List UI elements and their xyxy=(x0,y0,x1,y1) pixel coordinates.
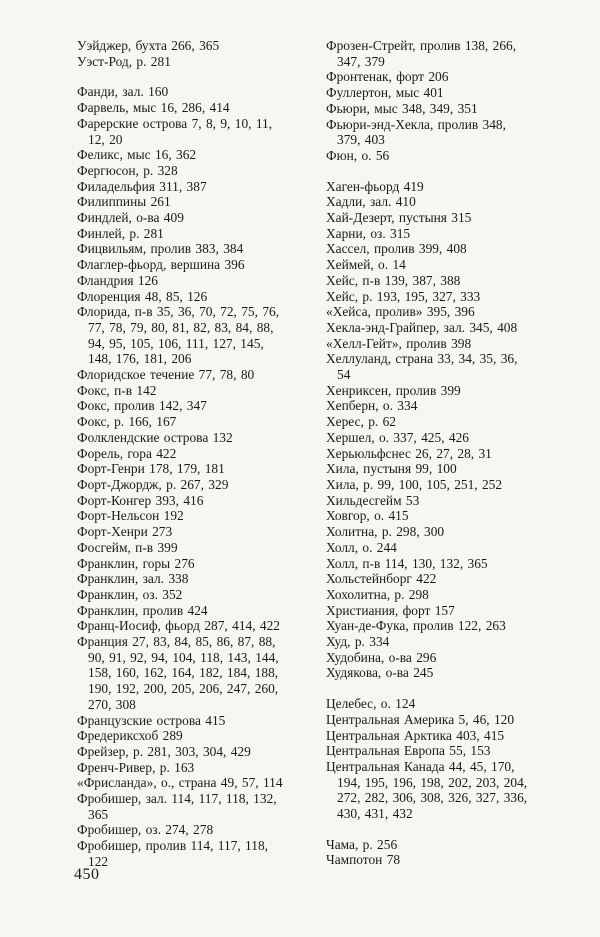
index-entry: Финлей, р. 281 xyxy=(77,225,164,241)
index-entry: Холл, о. 244 xyxy=(326,539,397,555)
index-entry: Фарерские острова 7, 8, 9, 10, 11, 12, 20 xyxy=(77,115,273,147)
index-entry: Фробишер, пролив 114, 117, 118, 122 xyxy=(77,838,268,869)
index-entry: Фробишер, оз. 274, 278 xyxy=(77,822,214,838)
section-gap xyxy=(77,69,289,84)
index-entry: Форт-Хенри 273 xyxy=(77,524,173,540)
index-entry: Фолклендские острова 132 xyxy=(77,429,233,445)
index-entry: Филиппины 261 xyxy=(77,194,171,210)
page-number: 450 xyxy=(74,866,100,883)
index-entry: Форт-Конгер 393, 416 xyxy=(77,492,204,508)
index-entry: Фрейзер, р. 281, 303, 304, 429 xyxy=(77,743,251,759)
index-entry: Хаген-фьорд 419 xyxy=(326,178,424,194)
index-entry: Франклин, пролив 424 xyxy=(77,602,208,618)
index-entry: Худ, р. 334 xyxy=(326,634,390,650)
index-entry: Финдлей, о-ва 409 xyxy=(77,210,184,226)
index-entry: Форт-Джордж, р. 267, 329 xyxy=(77,476,229,492)
index-entry: Центральная Америка 5, 46, 120 xyxy=(326,711,515,727)
index-entry: Франклин, оз. 352 xyxy=(77,586,183,602)
index-entry: Холл, п-в 114, 130, 132, 365 xyxy=(326,555,488,571)
index-entry: Фредериксхоб 289 xyxy=(77,728,183,744)
index-entry: Хохолитна, р. 298 xyxy=(326,586,429,602)
index-entry: Французские острова 415 xyxy=(77,712,226,728)
index-entry: Фробишер, зал. 114, 117, 118, 132, 365 xyxy=(77,791,277,822)
index-entry: Хекла-энд-Грайпер, зал. 345, 408 xyxy=(326,319,518,335)
index-entry: Флаглер-фьорд, вершина 396 xyxy=(77,257,245,273)
index-entry: Феликс, мыс 16, 362 xyxy=(77,147,197,163)
index-entry: Франклин, зал. 338 xyxy=(77,571,189,587)
index-entry: Фергюсон, р. 328 xyxy=(77,162,178,178)
index-entry: Хольстейнборг 422 xyxy=(326,571,437,587)
index-entry: Хуан-де-Фука, пролив 122, 263 xyxy=(326,618,506,634)
index-entry: Фрозен-Стрейт, пролив 138, 266, 347, 379 xyxy=(326,38,517,69)
index-entry: Френч-Ривер, р. 163 xyxy=(77,759,195,775)
index-entry: Хепберн, о. 334 xyxy=(326,398,418,414)
index-entry: Фосгейм, п-в 399 xyxy=(77,539,178,555)
index-entry: Фанди, зал. 160 xyxy=(77,84,169,100)
index-entry: Фьюри, мыс 348, 349, 351 xyxy=(326,100,478,116)
section-gap xyxy=(326,681,532,696)
index-entry: Хай-Дезерт, пустыня 315 xyxy=(326,210,472,226)
index-column-right xyxy=(326,38,532,868)
index-entry: Центральная Канада 44, 45, 170, 194, 195, 196, 198, 202, 203, 204, 272, 282, 306, 308, 326, 327, 336, 430, 431, 432 xyxy=(326,758,528,822)
index-entry: «Хейса, пролив» 395, 396 xyxy=(326,304,475,320)
index-entry: Флоридское течение 77, 78, 80 xyxy=(77,367,255,383)
index-entry: Фокс, пролив 142, 347 xyxy=(77,398,207,414)
index-entry: Хейс, п-в 139, 387, 388 xyxy=(326,272,461,288)
index-entry: Ховгор, о. 415 xyxy=(326,508,409,524)
index-entry: Франклин, горы 276 xyxy=(77,555,195,571)
index-entry: «Фрисланда», о., страна 49, 57, 114 xyxy=(77,775,283,791)
index-entry: Флоренция 48, 85, 126 xyxy=(77,288,208,304)
index-entry: Фарвель, мыс 16, 286, 414 xyxy=(77,100,230,116)
index-entry: Форель, гора 422 xyxy=(77,445,177,461)
index-entry: Фицвильям, пролив 383, 384 xyxy=(77,241,244,257)
index-entry: Чампотон 78 xyxy=(326,852,401,868)
index-entry: Центральная Европа 55, 153 xyxy=(326,743,491,759)
index-entry: Фюн, о. 56 xyxy=(326,147,390,163)
index-entry: Холитна, р. 298, 300 xyxy=(326,524,445,540)
index-entry: Харни, оз. 315 xyxy=(326,225,411,241)
index-entry: Чама, р. 256 xyxy=(326,836,398,852)
index-entry: Хила, р. 99, 100, 105, 251, 252 xyxy=(326,476,503,492)
index-entry: «Хелл-Гейт», пролив 398 xyxy=(326,335,472,351)
index-entry: Уэст-Род, р. 281 xyxy=(77,53,171,69)
index-entry: Форт-Генри 178, 179, 181 xyxy=(77,461,225,477)
index-entry: Хассел, пролив 399, 408 xyxy=(326,241,467,257)
index-entry: Форт-Нельсон 192 xyxy=(77,508,184,524)
index-entry: Хильдесгейм 53 xyxy=(326,492,420,508)
index-entry: Хадли, зал. 410 xyxy=(326,194,416,210)
index-entry: Херес, р. 62 xyxy=(326,414,397,430)
index-entry: Флорида, п-в 35, 36, 70, 72, 75, 76, 77, 78, 79, 80, 81, 82, 83, 84, 88, 94, 95, 105, 106, 111, 127, 145, 148, 176, 181, 206 xyxy=(77,304,280,367)
index-entry: Христиания, форт 157 xyxy=(326,602,455,618)
index-entry: Худобина, о-ва 296 xyxy=(326,649,437,665)
index-entry: Хейс, р. 193, 195, 327, 333 xyxy=(326,288,481,304)
index-entry: Фронтенак, форт 206 xyxy=(326,69,449,85)
index-entry: Фландрия 126 xyxy=(77,272,158,288)
index-entry: Филадельфия 311, 387 xyxy=(77,178,207,194)
index-entry: Франция 27, 83, 84, 85, 86, 87, 88, 90, 91, 92, 94, 104, 118, 143, 144, 158, 160, 162, 164, 182, 184, 188, 190, 192, 200, 205, 206, 247, 260, 270, 308 xyxy=(77,634,279,712)
section-gap xyxy=(326,164,532,179)
index-entry: Хеллуланд, страна 33, 34, 35, 36, 54 xyxy=(326,351,518,383)
index-entry: Хершел, о. 337, 425, 426 xyxy=(326,429,469,445)
index-entry: Фьюри-энд-Хекла, пролив 348, 379, 403 xyxy=(326,116,506,148)
index-entry: Центральная Арктика 403, 415 xyxy=(326,727,505,743)
index-entry: Франц-Иосиф, фьорд 287, 414, 422 xyxy=(77,618,280,634)
index-entry: Уэйджер, бухта 266, 365 xyxy=(77,38,220,53)
index-entry: Целебес, о. 124 xyxy=(326,696,416,712)
index-entry: Хила, пустыня 99, 100 xyxy=(326,461,457,477)
index-entry: Херьюльфснес 26, 27, 28, 31 xyxy=(326,445,492,461)
index-entry: Худякова, о-ва 245 xyxy=(326,665,434,681)
section-gap xyxy=(326,822,532,837)
index-entry: Фуллертон, мыс 401 xyxy=(326,85,444,101)
index-entry: Фокс, р. 166, 167 xyxy=(77,414,177,430)
index-entry: Фокс, п-в 142 xyxy=(77,382,157,398)
index-entry: Хеймей, о. 14 xyxy=(326,257,406,273)
index-column-left xyxy=(77,38,289,870)
index-entry: Хенриксен, пролив 399 xyxy=(326,382,461,398)
